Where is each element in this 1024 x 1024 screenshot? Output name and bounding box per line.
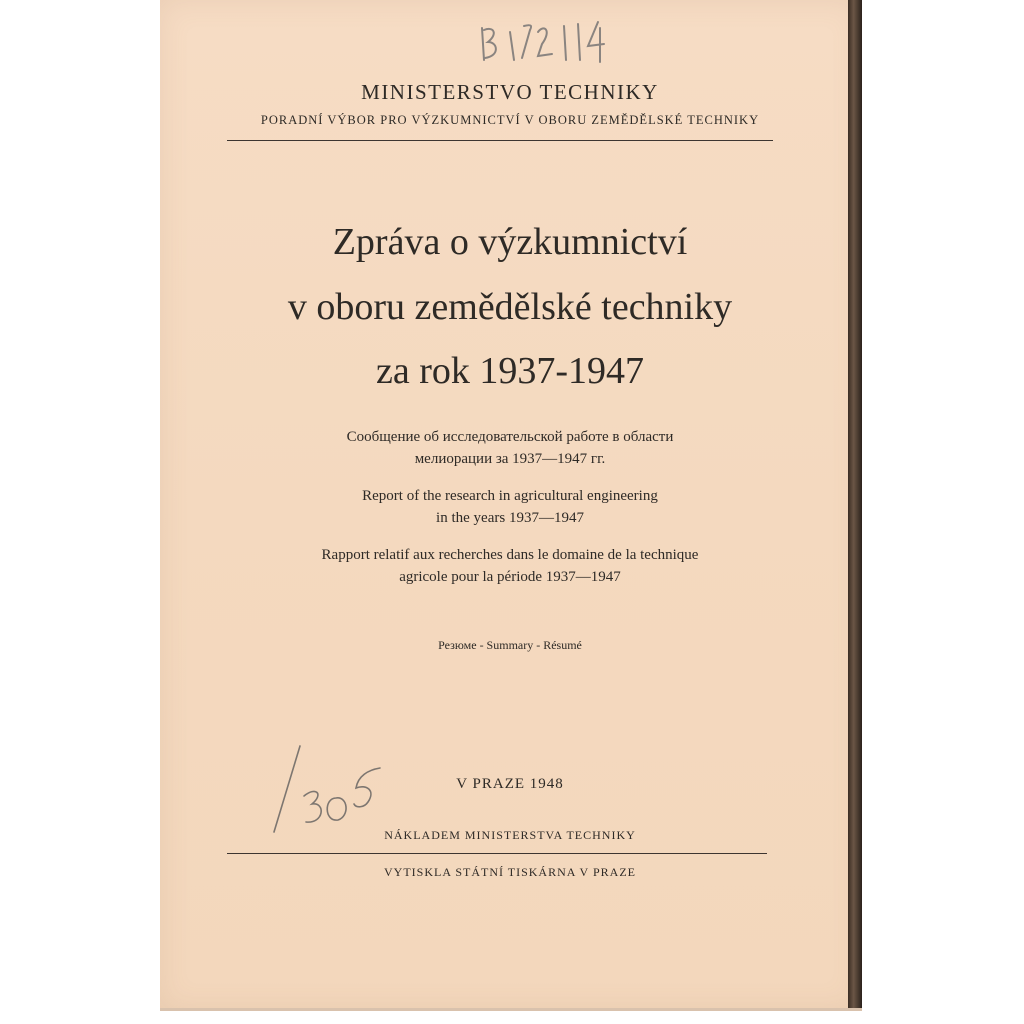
committee-heading: PORADNÍ VÝBOR PRO VÝZKUMNICTVÍ V OBORU ZEMĚDĚLSKÉ TECHNIKY <box>260 113 760 127</box>
publisher-line: NÁKLADEM MINISTERSTVA TECHNIKY <box>384 828 636 842</box>
title-line-3: za rok 1937-1947 <box>375 350 645 392</box>
russian-subtitle-line-2: мелиорации за 1937—1947 гг. <box>414 451 606 467</box>
title-line-2: v oboru zemědělské techniky <box>287 286 733 328</box>
title-page <box>160 0 860 1010</box>
french-subtitle-line-1: Rapport relatif aux recherches dans le domaine de la technique <box>321 547 699 563</box>
english-subtitle-line-1: Report of the research in agricultural engineering <box>362 488 658 504</box>
french-subtitle-line-2: agricole pour la période 1937—1947 <box>399 569 621 585</box>
book-spine <box>848 0 862 1010</box>
resume-languages: Резюме - Summary - Résumé <box>438 638 582 652</box>
header-divider <box>227 140 773 141</box>
russian-subtitle-line-1: Сообщение об исследовательской работе в области <box>346 429 674 445</box>
printer-line: VYTISKLA STÁTNÍ TISKÁRNA V PRAZE <box>383 865 637 879</box>
page-bottom-edge <box>160 1008 862 1011</box>
handwritten-catalog-number <box>480 8 680 68</box>
imprint-divider <box>227 853 767 854</box>
ministry-heading: MINISTERSTVO TECHNIKY <box>361 80 659 104</box>
place-and-year: V PRAZE 1948 <box>456 776 564 792</box>
title-line-1: Zpráva o výzkumnictví <box>332 221 688 263</box>
english-subtitle-line-2: in the years 1937—1947 <box>436 510 584 526</box>
